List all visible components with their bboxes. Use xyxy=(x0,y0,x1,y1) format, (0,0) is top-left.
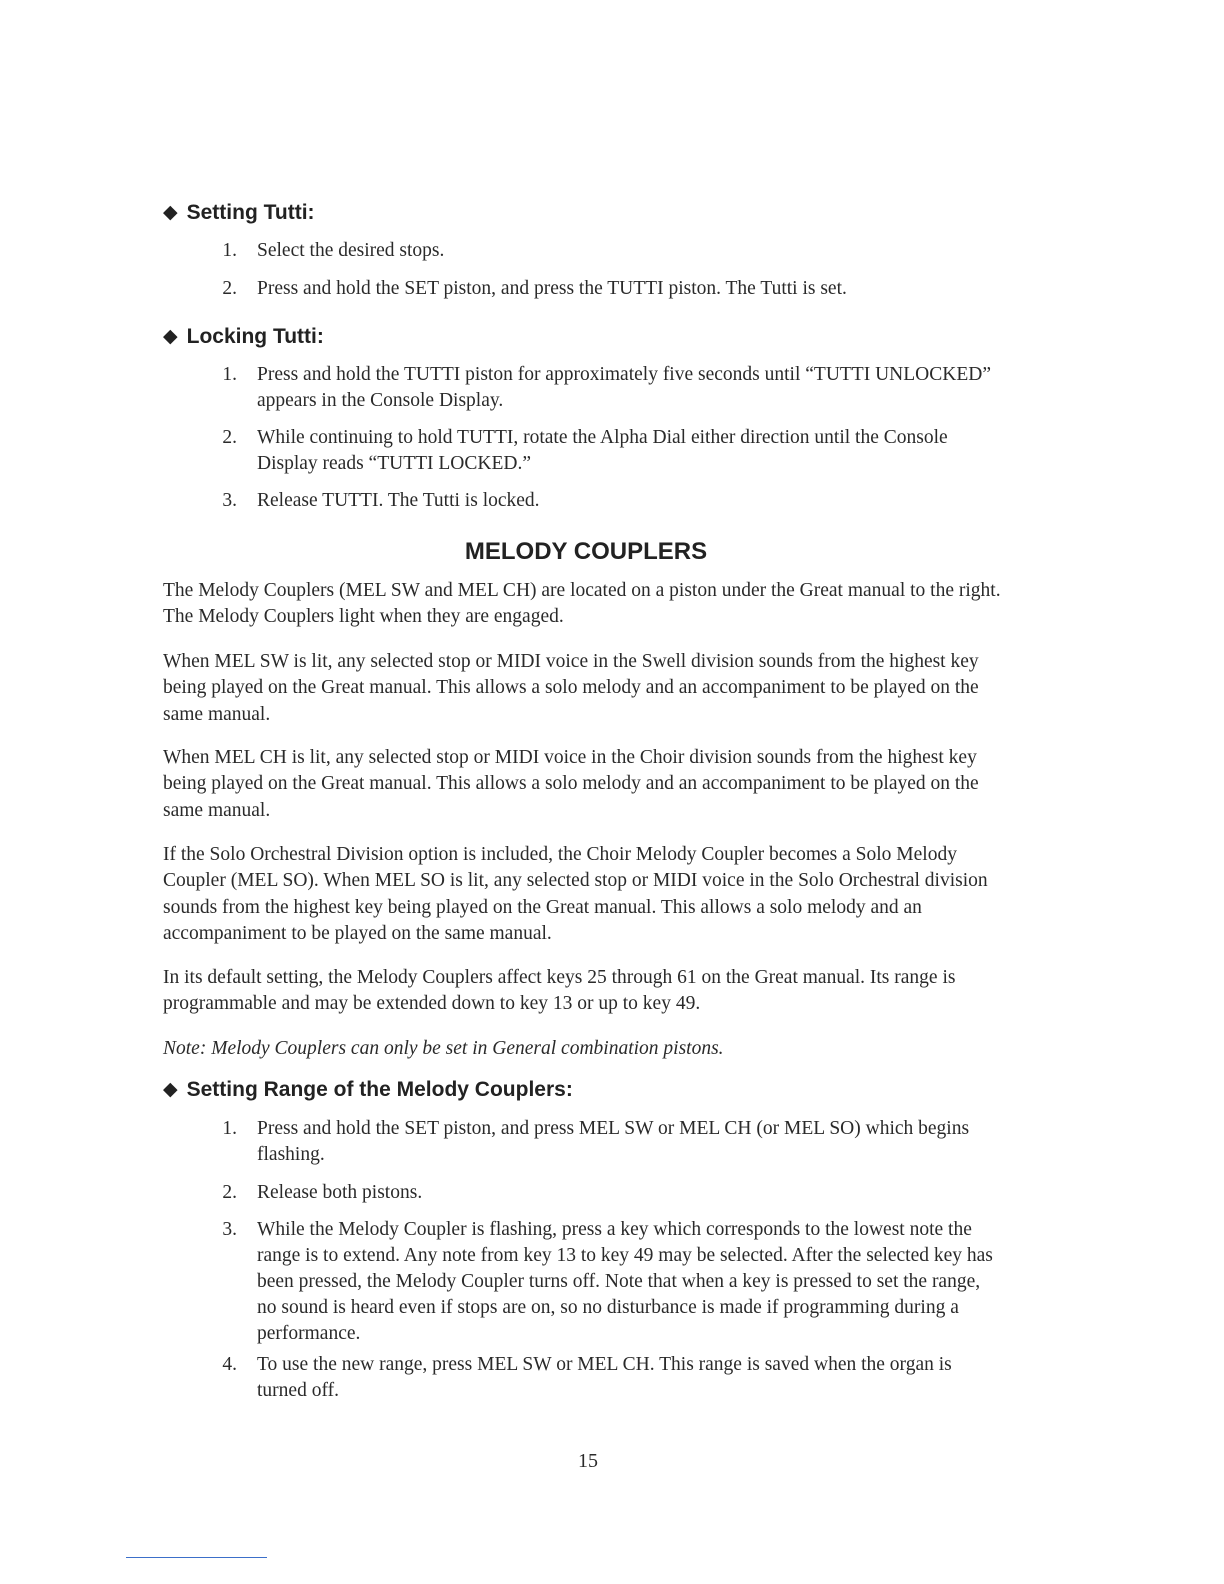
paragraph: When MEL SW is lit, any selected stop or MIDI voice in the Swell division sounds from the highest key being played on the Great manual. This allows a solo melody and an accompaniment to be played on the same manual. xyxy=(163,651,979,725)
paragraph: If the Solo Orchestral Division option is included, the Choir Melody Coupler becomes a Solo Melody Coupler (MEL SO). When MEL SO is lit, any selected stop or MIDI voice in the Solo Orchestral division sounds from the highest key being played on the Great manual. This allows a solo melody and an accompaniment to be played on the same manual. xyxy=(163,844,988,944)
section-heading-setting-tutti: ◆ Setting Tutti: xyxy=(163,201,315,224)
paragraph: The Melody Couplers (MEL SW and MEL CH) are located on a piston under the Great manual to the right. The Melody Couplers light when they are engaged. xyxy=(163,580,1001,628)
diamond-bullet-icon: ◆ xyxy=(163,326,178,347)
paragraph: In its default setting, the Melody Couplers affect keys 25 through 61 on the Great manual. Its range is programmable and may be extended down to key 13 or up to key 49. xyxy=(163,967,956,1015)
diamond-bullet-icon: ◆ xyxy=(163,1079,178,1100)
diamond-bullet-icon: ◆ xyxy=(163,202,178,223)
paragraph: When MEL CH is lit, any selected stop or MIDI voice in the Choir division sounds from the highest key being played on the Great manual. This allows a solo melody and an accompaniment to be played on the same manual. xyxy=(163,747,979,821)
section-heading-locking-tutti: ◆ Locking Tutti: xyxy=(163,325,324,348)
page-number: 15 xyxy=(578,1450,598,1472)
section-heading-setting-range: ◆ Setting Range of the Melody Couplers: xyxy=(163,1078,573,1101)
footer-divider xyxy=(126,1557,267,1558)
note: Note: Melody Couplers can only be set in General combination pistons. xyxy=(163,1038,724,1059)
page-title: MELODY COUPLERS xyxy=(464,538,708,565)
